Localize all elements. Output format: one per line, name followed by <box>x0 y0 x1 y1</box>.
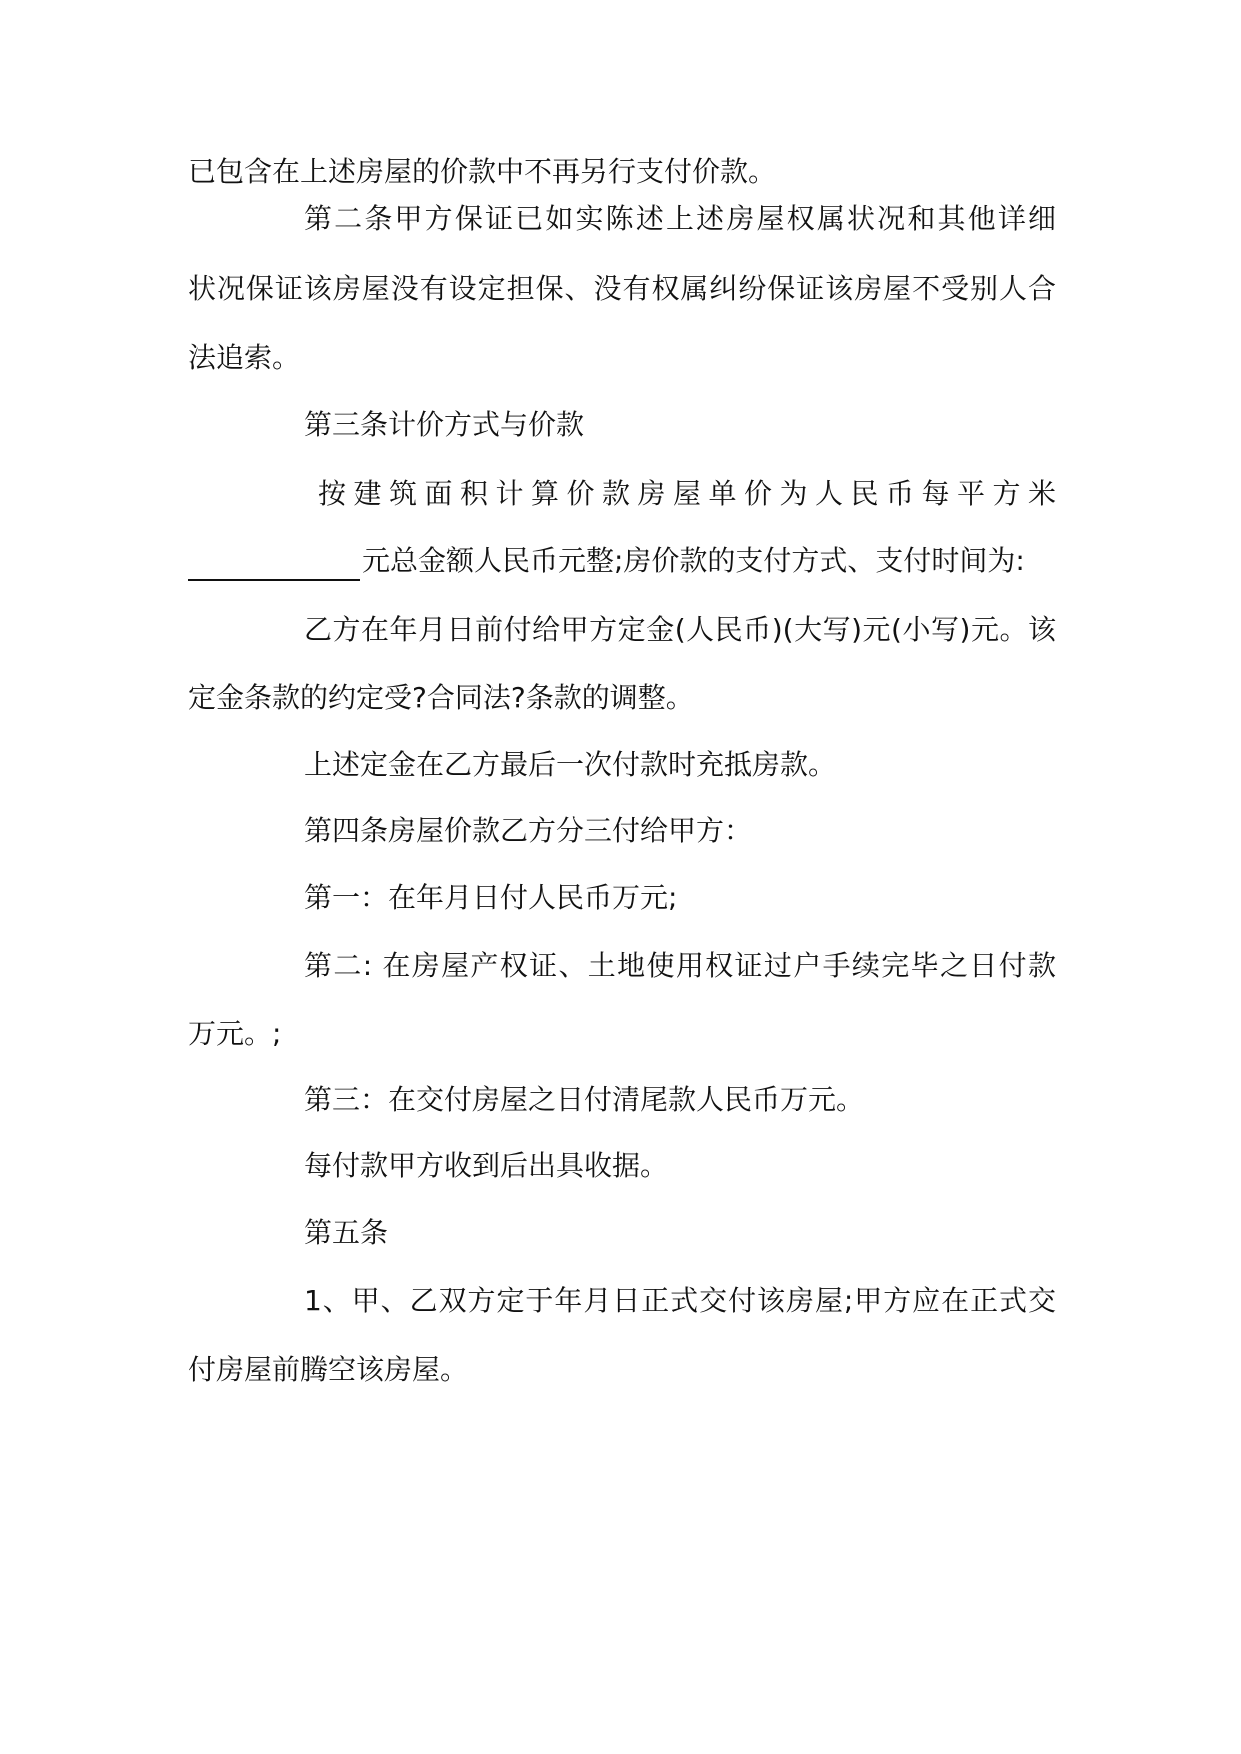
text-line: 第二条甲方保证已如实陈述上述房屋权属状况和其他详细 <box>304 202 1056 235</box>
text-line: 上述定金在乙方最后一次付款时充抵房款。 <box>304 748 837 781</box>
text-line: 已包含在上述房屋的价款中不再另行支付价款。 <box>188 155 777 188</box>
text-line: 乙方在年月日前付给甲方定金(人民币)(大写)元(小写)元。该 <box>304 613 1056 646</box>
section-heading: 第三条计价方式与价款 <box>304 408 585 441</box>
section-heading: 第五条 <box>304 1216 389 1249</box>
text-line: 万元。; <box>188 1017 282 1050</box>
text-line: 1、甲、乙双方定于年月日正式交付该房屋;甲方应在正式交 <box>304 1284 1056 1317</box>
text-line: 第二: 在房屋产权证、土地使用权证过户手续完毕之日付款 <box>304 949 1056 982</box>
text-line: 第三：在交付房屋之日付清尾款人民币万元。 <box>304 1083 865 1116</box>
text-line: 第一：在年月日付人民币万元; <box>304 881 678 914</box>
section-heading: 第四条房屋价款乙方分三付给甲方： <box>304 814 753 847</box>
text-line: 付房屋前腾空该房屋。 <box>188 1353 469 1386</box>
text-line: 每付款甲方收到后出具收据。 <box>304 1149 669 1182</box>
text-segment: 元总金额人民币元整;房价款的支付方式、支付时间为: <box>362 544 1025 577</box>
text-line: 状况保证该房屋没有设定担保、没有权属纠纷保证该房屋不受别人合 <box>188 272 1056 305</box>
text-line: 法追索。 <box>188 341 301 374</box>
fill-in-blank <box>188 549 360 581</box>
text-line: 按建筑面积计算价款房屋单价为人民币每平方米 <box>318 477 1056 510</box>
text-line: 定金条款的约定受?合同法?条款的调整。 <box>188 681 694 714</box>
text-line-with-blank <box>188 541 1056 581</box>
